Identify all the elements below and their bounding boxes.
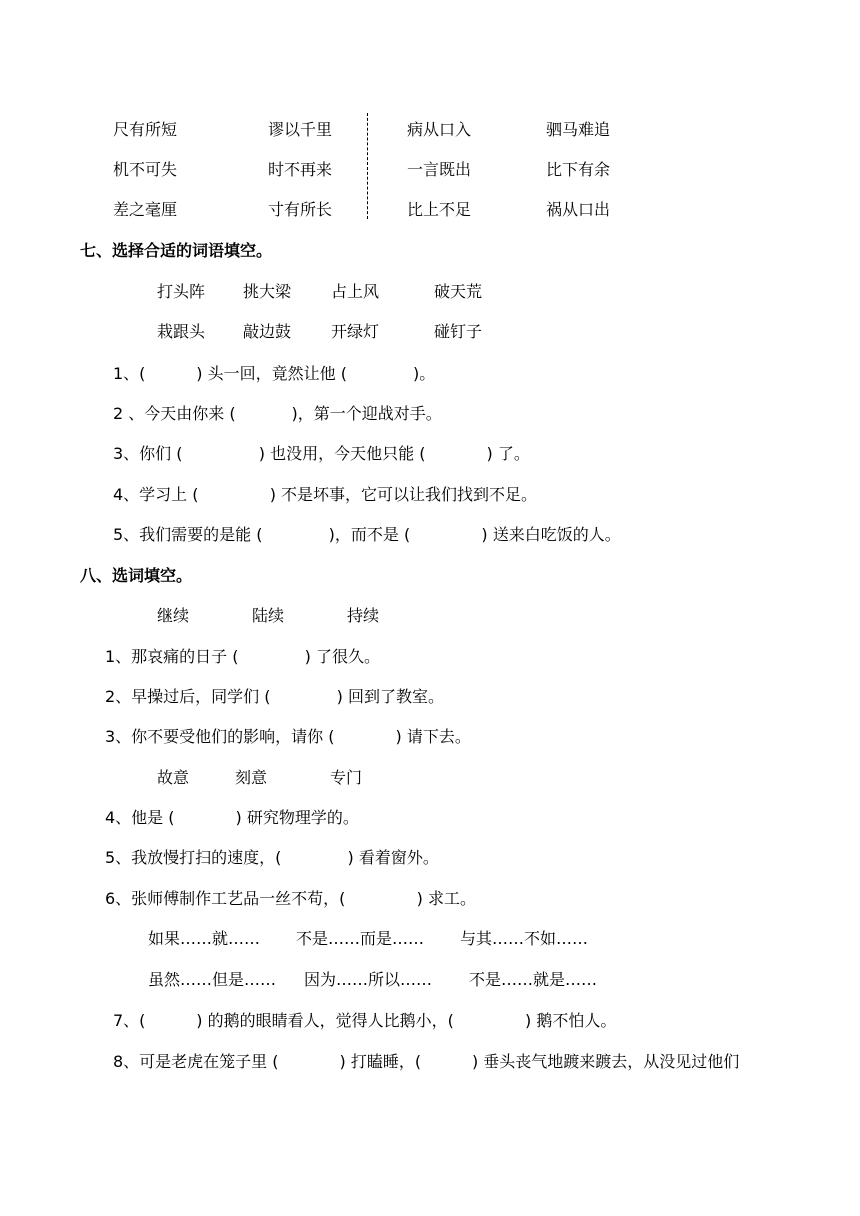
section8-question-3: 3、你不要受他们的影响，请你 ( ) 请下去。 (105, 727, 471, 746)
idiom-left-b-3: 寸有所长 (268, 200, 333, 219)
word-option: 敲边鼓 (243, 322, 292, 341)
idiom-left-a-2: 机不可失 (113, 160, 178, 179)
section7-heading: 七、选择合适的词语填空。 (80, 241, 273, 260)
idiom-left-b-1: 谬以千里 (268, 120, 333, 139)
conjunction-option: 如果……就…… (148, 929, 261, 948)
idiom-right-a-1: 病从口入 (407, 120, 472, 139)
section7-question-2: 2 、今天由你来 ( )，第一个迎战对手。 (113, 404, 442, 423)
section7-question-5: 5、我们需要的是能 ( )，而不是 ( ) 送来白吃饭的人。 (113, 525, 621, 544)
section8-question-5: 5、我放慢打扫的速度，( ) 看着窗外。 (105, 848, 439, 867)
word-option: 打头阵 (157, 282, 206, 301)
word-option: 陆续 (252, 606, 285, 625)
idiom-right-b-3: 祸从口出 (546, 200, 611, 219)
section8-question-1: 1、那哀痛的日子 ( ) 了很久。 (105, 647, 380, 666)
conjunction-option: 不是……而是…… (296, 929, 425, 948)
idiom-left-a-3: 差之毫厘 (113, 200, 178, 219)
word-option: 故意 (157, 768, 190, 787)
word-option: 继续 (157, 606, 190, 625)
idiom-left-a-1: 尺有所短 (113, 120, 178, 139)
conjunction-option: 虽然……但是…… (148, 970, 277, 989)
section7-question-3: 3、你们 ( ) 也没用，今天他只能 ( ) 了。 (113, 444, 530, 463)
section7-question-1: 1、( ) 头一回，竟然让他 ( )。 (113, 364, 436, 383)
word-option: 专门 (330, 768, 363, 787)
word-option: 栽跟头 (157, 322, 206, 341)
section8-question-4: 4、他是 ( ) 研究物理学的。 (105, 808, 359, 827)
word-option: 开绿灯 (331, 322, 380, 341)
idiom-right-a-3: 比上不足 (407, 200, 472, 219)
conjunction-option: 因为……所以…… (304, 970, 433, 989)
word-option: 刻意 (235, 768, 268, 787)
word-option: 挑大梁 (243, 282, 292, 301)
idiom-left-b-2: 时不再来 (268, 160, 333, 179)
dashed-divider (367, 113, 368, 219)
idiom-right-b-2: 比下有余 (546, 160, 611, 179)
idiom-right-b-1: 驷马难追 (546, 120, 611, 139)
section8-question-8: 8、可是老虎在笼子里 ( ) 打瞌睡，( ) 垂头丧气地踱来踱去，从没见过他们 (113, 1052, 740, 1071)
conjunction-option: 与其……不如…… (460, 929, 589, 948)
conjunction-option: 不是……就是…… (469, 970, 598, 989)
section8-heading: 八、选词填空。 (80, 566, 193, 585)
word-option: 碰钉子 (434, 322, 483, 341)
idiom-right-a-2: 一言既出 (407, 160, 472, 179)
section8-question-2: 2、早操过后，同学们 ( ) 回到了教室。 (105, 687, 444, 706)
section7-question-4: 4、学习上 ( ) 不是坏事，它可以让我们找到不足。 (113, 485, 538, 504)
section8-question-7: 7、( ) 的鹅的眼睛看人，觉得人比鹅小，( ) 鹅不怕人。 (113, 1011, 617, 1030)
word-option: 持续 (347, 606, 380, 625)
word-option: 破天荒 (434, 282, 483, 301)
section8-question-6: 6、张师傅制作工艺品一丝不苟，( ) 求工。 (105, 889, 476, 908)
word-option: 占上风 (331, 282, 380, 301)
